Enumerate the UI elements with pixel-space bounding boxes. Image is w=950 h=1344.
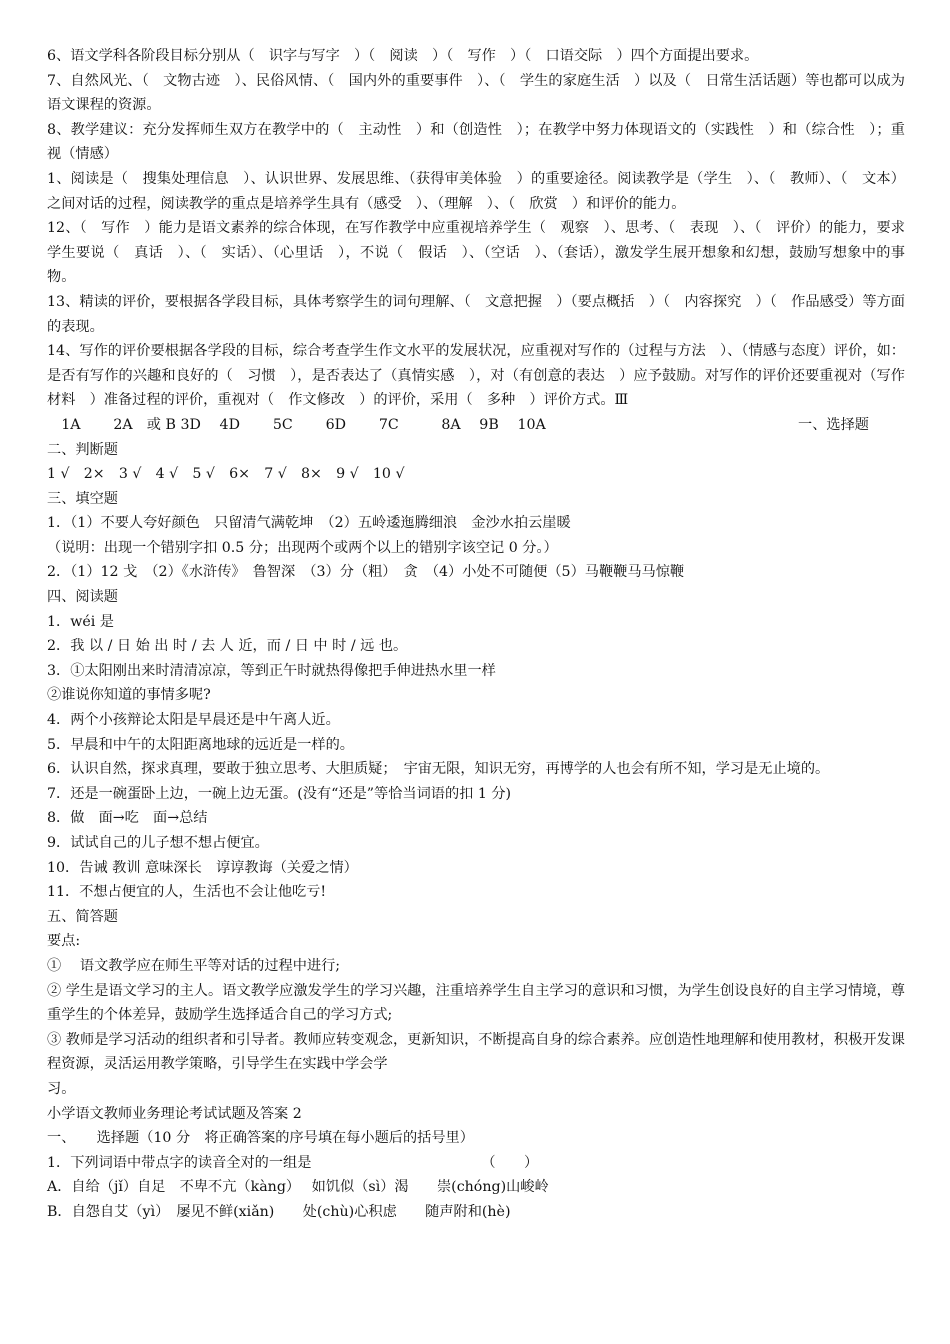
section-heading: 一、 选择题（10 分 将正确答案的序号填在每小题后的括号里） xyxy=(47,1130,474,1147)
document-title: 小学语文教师业务理论考试试题及答案 2 xyxy=(47,1105,302,1122)
answer-blank: （ ） xyxy=(481,1154,539,1171)
option-line: B．自怨自艾（yì） 屡见不鲜(xiǎn) 处(chù)心积虑 随声附和(hè) xyxy=(47,1203,511,1220)
text-line: 8．做 面→吃 面→总结 xyxy=(47,810,208,827)
text-line: （说明：出现一个错别字扣 0.5 分；出现两个或两个以上的错别字该空记 0 分。） xyxy=(47,539,558,556)
text-line: ②谁说你知道的事情多呢? xyxy=(47,687,211,704)
text-segment: 14、写作的评价要根据各学段的目标，综合考查学生作文水平的发展状况，应重视对写作的（过程与方法 ）、（情感与态度）评价，如：是否有写作的兴趣和良好的（ 习惯 ），是否表达了（真情实感 ），对（有创意的表达 ）应予鼓励。对写作的评价还要重视对（写作材料 ）准备过程的评价，重视对（ 作文修改 ）的评价，采用（ 多种 ）评价方式。 xyxy=(47,343,905,409)
section-heading: 二、判断题 xyxy=(47,441,118,458)
text-line: 6、语文学科各阶段目标分别从（ 识字与写字 ）（ 阅读 ）（ 写作 ）（ 口语交际 ）四个方面提出要求。 xyxy=(47,48,759,64)
text-line: 2．我 以 / 日 始 出 时 / 去 人 近，而 / 日 中 时 / 远 也。 xyxy=(47,638,408,655)
text-line: 8、教学建议：充分发挥师生双方在教学中的（ 主动性 ）和（创造性 ）；在教学中努力体现语文的（实践性 ）和（综合性 ）；重视（情感） xyxy=(47,121,905,163)
text-line: 6．认识自然，探求真理，要敢于独立思考、大胆质疑； 宇宙无限，知识无穷，再博学的人也会有所不知，学习是无止境的。 xyxy=(47,761,830,778)
section-heading: 一、选择题 xyxy=(798,416,869,433)
question-text: 1．下列词语中带点字的读音全对的一组是 xyxy=(47,1154,312,1171)
text-line: 7、自然风光、（ 文物古迹 ）、民俗风情、（ 国内外的重要事件 ）、（ 学生的家庭生活 ）以及（ 日常生活话题）等也都可以成为语文课程的资源。 xyxy=(47,72,905,114)
page-mark: Ⅲ xyxy=(614,392,629,409)
option-line: A．自给（jǐ）自足 不卑不亢（kàng） 如饥似（sì）渴 崇(chóng)山峻岭 xyxy=(47,1179,549,1196)
text-line: 1．（1）不要人夸好颜色 只留清气满乾坤 （2）五岭逶迤腾细浪 金沙水拍云崖暖 xyxy=(47,515,571,532)
text-line: 9．试试自己的儿子想不想占便宜。 xyxy=(47,835,269,851)
text-line: 习。 xyxy=(47,1080,76,1097)
text-line: ① 语文教学应在师生平等对话的过程中进行; xyxy=(47,957,341,974)
section-heading: 四、阅读题 xyxy=(47,589,118,606)
text-line: 要点: xyxy=(47,933,81,950)
text-line: 4．两个小孩辩论太阳是早晨还是中午离人近。 xyxy=(47,712,340,729)
text-line: 11．不想占便宜的人，生活也不会让他吃亏! xyxy=(47,884,327,901)
text-line: 10．告诫 教训 意味深长 谆谆教诲（关爱之情） xyxy=(47,859,358,876)
text-line: 7．还是一碗蛋卧上边，一碗上边无蛋。(没有“还是”等恰当词语的扣 1 分) xyxy=(47,785,512,802)
answer-row: 1 √ 2× 3 √ 4 √ 5 √ 6× 7 √ 8× 9 √ 10 √ xyxy=(47,466,405,483)
text-line: 5．早晨和中午的太阳距离地球的远近是一样的。 xyxy=(47,736,354,753)
answer-row: 1A 2A 或 B 3D 4D 5C 6D 7C 8A 9B 10A xyxy=(47,416,546,433)
text-line: ③ 教师是学习活动的组织者和引导者。教师应转变观念，更新知识，不断提高自身的综合素养。应创造性地理解和使用教材，积极开发课程资源，灵活运用教学策略，引导学生在实践中学会学 xyxy=(47,1031,905,1073)
section-heading: 五、简答题 xyxy=(47,908,118,925)
question-line xyxy=(47,1151,905,1176)
text-line: 2．（1）12 戈 （2）《水浒传》 鲁智深 （3）分（粗） 贪 （4）小处不可随便（5）马鞭鞭马马惊鞭 xyxy=(47,564,685,581)
text-line: 13、精读的评价，要根据各学段目标，具体考察学生的词句理解、（ 文意把握 ）（要点概括 ）（ 内容探究 ）（ 作品感受）等方面的表现。 xyxy=(47,293,905,335)
text-line: 3．①太阳刚出来时清清凉凉，等到正午时就热得像把手伸进热水里一样 xyxy=(47,662,496,679)
text-line: 1．wéi 是 xyxy=(47,613,114,630)
text-line: 1、阅读是（ 搜集处理信息 ）、认识世界、发展思维、（获得审美体验 ）的重要途径。阅读教学是（学生 ）、（ 教师）、（ 文本）之间对话的过程，阅读教学的重点是培养学生具有（感受 ）、（理解 ）、（ 欣赏 ）和评价的能力。 xyxy=(47,170,905,212)
text-line: ② 学生是语文学习的主人。语文教学应激发学生的学习兴趣，注重培养学生自主学习的意识和习惯，为学生创设良好的自主学习情境，尊重学生的个体差异，鼓励学生选择适合自己的学习方式; xyxy=(47,982,905,1024)
section-heading: 三、填空题 xyxy=(47,490,118,507)
text-line: 12、（ 写作 ）能力是语文素养的综合体现，在写作教学中应重视培养学生（ 观察 ）、思考、（ 表现 ）、（ 评价）的能力，要求学生要说（ 真话 ）、（ 实话）、（心里话 ），不说（ 假话 ）、（空话 ）、（套话），激发学生展开想象和幻想，鼓励写想象中的事物。 xyxy=(47,220,905,286)
